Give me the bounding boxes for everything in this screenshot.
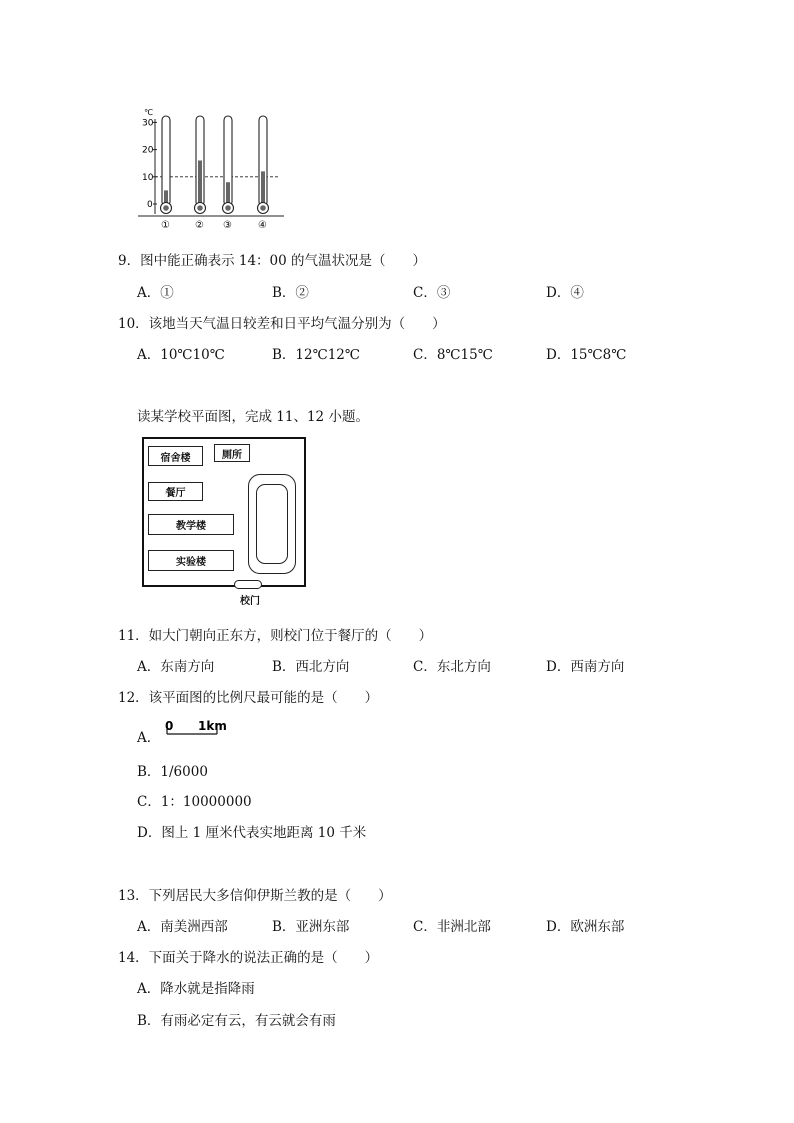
thermometer-2 xyxy=(195,116,206,231)
q14-option-a[interactable]: A．降水就是指降雨 xyxy=(137,981,255,997)
bulb-fill xyxy=(260,205,266,211)
mercury-column xyxy=(198,160,202,206)
q11-option-a[interactable]: A．东南方向 xyxy=(137,659,215,675)
q12-option-d[interactable]: D．图上 1 厘米代表实地距离 10 千米 xyxy=(137,825,367,841)
thermometer-label: ③ xyxy=(223,220,232,231)
reading-intro: 读某学校平面图，完成 11、12 小题。 xyxy=(137,409,369,425)
thermometer-label: ④ xyxy=(258,220,267,231)
sports-track-inner xyxy=(256,484,288,564)
thermometer-label: ① xyxy=(161,220,170,231)
q10-option-c[interactable]: C．8℃15℃ xyxy=(413,347,493,363)
q11-stem: 11．如大门朝向正东方，则校门位于餐厅的（ ） xyxy=(118,628,433,644)
q13-option-a[interactable]: A．南美洲西部 xyxy=(137,919,228,935)
thermometer-figure xyxy=(138,104,288,232)
q11-option-b[interactable]: B．西北方向 xyxy=(272,659,350,675)
q9-option-d[interactable]: D．④ xyxy=(546,285,584,301)
bulb-fill xyxy=(225,205,231,211)
q14-option-b[interactable]: B．有雨必定有云，有云就会有雨 xyxy=(137,1013,336,1029)
q9-option-b[interactable]: B．② xyxy=(272,285,309,301)
scale-start-label: 0 xyxy=(165,719,174,733)
q11-option-c[interactable]: C．东北方向 xyxy=(413,659,491,675)
q9-option-a[interactable]: A．① xyxy=(137,285,174,301)
q13-option-c[interactable]: C．非洲北部 xyxy=(413,919,491,935)
laboratory-building: 实验楼 xyxy=(148,550,234,571)
q10-option-a[interactable]: A．10℃10℃ xyxy=(137,347,225,363)
axis-tick-label: 20 xyxy=(142,145,154,156)
dormitory-building: 宿舍楼 xyxy=(148,446,203,466)
q12-stem: 12．该平面图的比例尺最可能的是（ ） xyxy=(118,690,379,706)
q12-option-a-prefix[interactable]: A． xyxy=(137,730,161,746)
q9-stem: 9．图中能正确表示 14：00 的气温状况是（ ） xyxy=(118,253,427,269)
q14-stem: 14．下面关于降水的说法正确的是（ ） xyxy=(118,950,379,966)
restroom-building: 厕所 xyxy=(214,444,250,462)
q13-option-d[interactable]: D．欧洲东部 xyxy=(546,919,625,935)
q13-stem: 13．下列居民大多信仰伊斯兰教的是（ ） xyxy=(118,888,392,904)
thermometer-3 xyxy=(223,116,234,231)
bulb-fill xyxy=(197,205,203,211)
q12-option-c[interactable]: C．1：10000000 xyxy=(137,794,252,810)
axis-tick-label: 10 xyxy=(142,172,154,183)
celsius-unit-label: ℃ xyxy=(144,108,153,117)
q9-option-c[interactable]: C．③ xyxy=(413,285,451,301)
scale-end-label: 1km xyxy=(198,719,227,733)
school-gate-label: 校门 xyxy=(240,596,260,607)
q10-stem: 10．该地当天气温日较差和日平均气温分别为（ ） xyxy=(118,316,446,332)
thermometer-label: ② xyxy=(195,220,204,231)
scale-bar-icon xyxy=(160,716,232,738)
thermometer-1 xyxy=(161,116,172,231)
q13-option-b[interactable]: B．亚洲东部 xyxy=(272,919,350,935)
thermometer-4 xyxy=(258,116,269,231)
axis-tick-label: 0 xyxy=(147,200,153,210)
canteen-building: 餐厅 xyxy=(148,482,203,501)
q10-option-d[interactable]: D．15℃8℃ xyxy=(546,347,627,363)
school-gate-icon xyxy=(234,580,262,589)
axis-tick-label: 30 xyxy=(142,118,154,129)
teaching-building: 教学楼 xyxy=(148,514,234,535)
mercury-column xyxy=(261,171,265,206)
q10-option-b[interactable]: B．12℃12℃ xyxy=(272,347,360,363)
q12-option-b[interactable]: B．1/6000 xyxy=(137,764,208,780)
bulb-fill xyxy=(163,205,169,211)
q11-option-d[interactable]: D．西南方向 xyxy=(546,659,625,675)
